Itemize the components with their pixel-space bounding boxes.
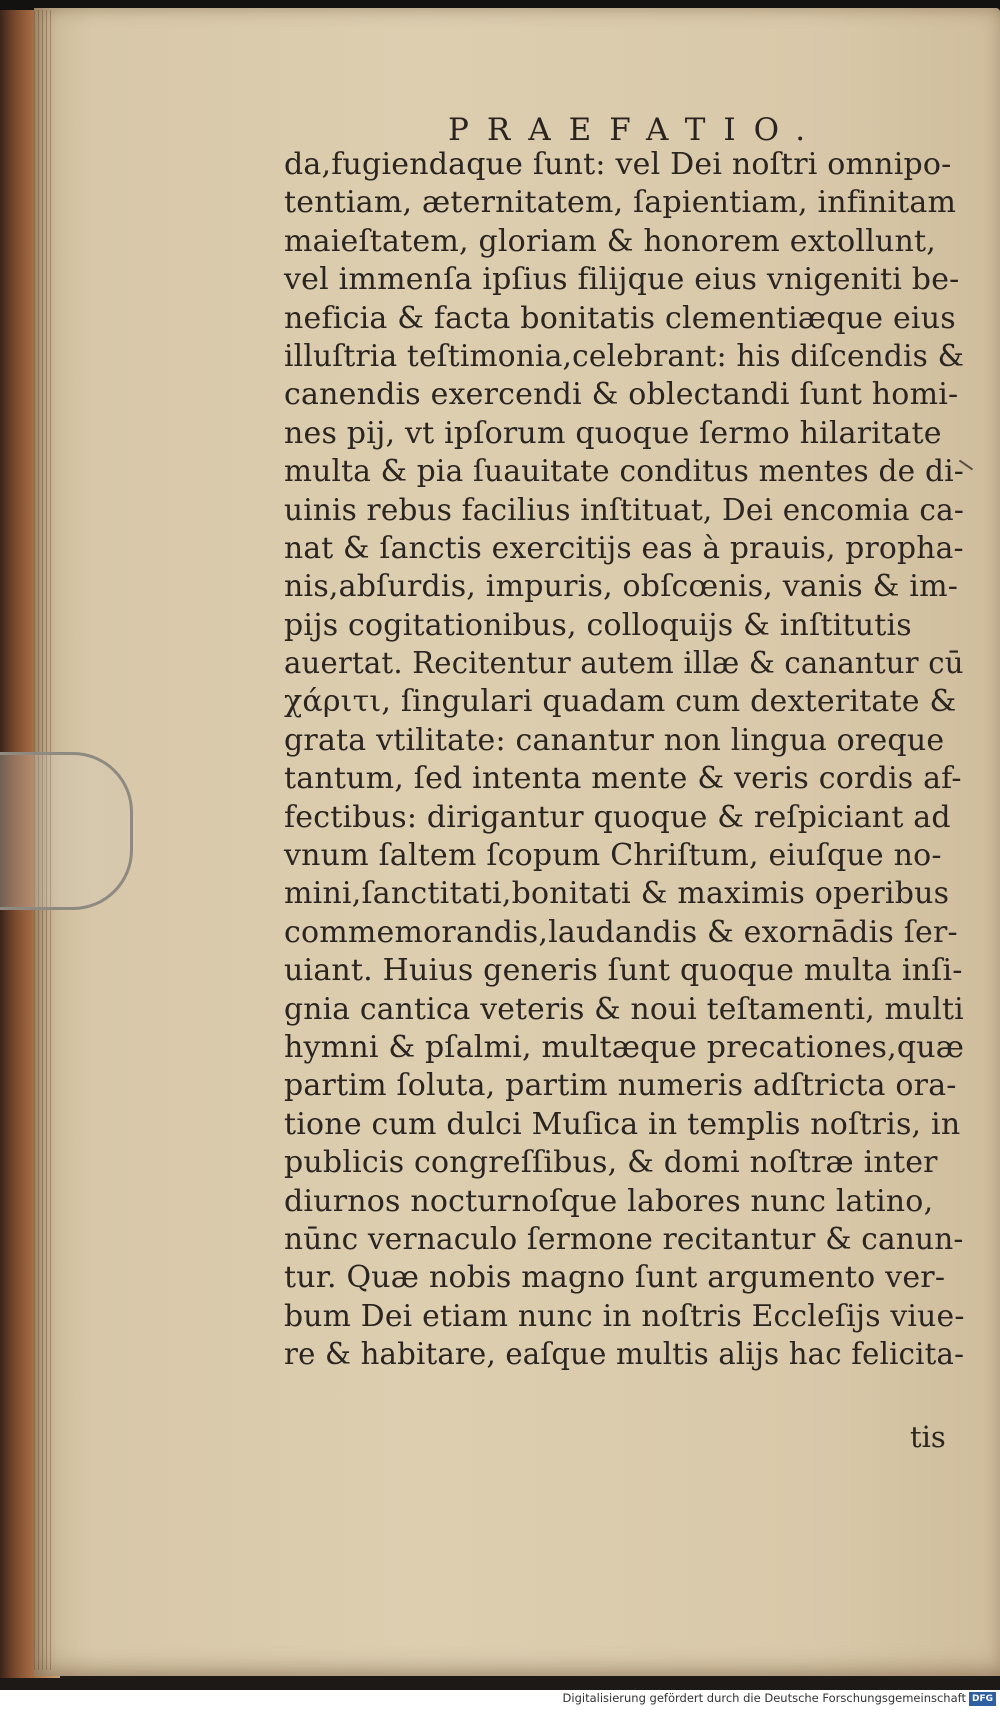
- text-line: canendis exercendi & oblectandi ſunt homi-: [284, 377, 959, 413]
- text-line: χάριτι, ſingulari quadam cum dexteritate &: [284, 684, 957, 720]
- text-line: tantum, ſed intenta mente & veris cordis af-: [284, 761, 962, 797]
- text-line: auertat. Recitentur autem illæ & canantur cū: [284, 646, 964, 682]
- text-line: vnum ſaltem ſcopum Chriſtum, eiuſque no-: [284, 838, 942, 874]
- text-line: pijs cogitationibus, colloquijs & inſtitutis: [284, 607, 912, 643]
- text-line: tione cum dulci Muſica in templis noſtris, in: [284, 1106, 961, 1142]
- text-line: multa & pia ſuauitate conditus mentes de di-: [284, 454, 964, 490]
- text-line: gnia cantica veteris & noui teſtamenti, multi: [284, 991, 964, 1027]
- text-line: bum Dei etiam nunc in noſtris Eccleſijs viue-: [284, 1298, 965, 1334]
- text-line: publicis congreſſibus, & domi noſtræ inter: [284, 1145, 938, 1181]
- dfg-logo: DFG: [969, 1692, 996, 1706]
- text-line: commemorandis,laudandis & exornādis ſer-: [284, 914, 958, 950]
- text-line: da,fugiendaque ſunt: vel Dei noſtri omnipo-: [284, 147, 952, 182]
- text-line: uiant. Huius generis ſunt quoque multa inſi-: [284, 953, 963, 989]
- text-line: nis,abſurdis, impuris, obſcœnis, vanis & im-: [284, 569, 959, 605]
- text-line: diurnos nocturnoſque labores nunc latino,: [284, 1183, 934, 1219]
- catchword: tis: [910, 1420, 946, 1454]
- running-header: PRAEFATIO.: [448, 112, 824, 148]
- text-line: illuſtria teſtimonia,celebrant: his diſcendis &: [284, 338, 965, 374]
- text-line: nat & ſanctis exercitijs eas à prauis, propha-: [284, 530, 964, 566]
- text-line: mini,ſanctitati,bonitati & maximis operibus: [284, 876, 950, 912]
- text-line: nūnc vernaculo ſermone recitantur & canun-: [284, 1221, 964, 1257]
- bookmark-clip: [0, 752, 133, 910]
- text-line: neficia & facta bonitatis clementiæque eius: [284, 300, 956, 336]
- text-line: tur. Quæ nobis magno ſunt argumento ver-: [284, 1260, 946, 1296]
- text-line: nes pij, vt ipſorum quoque ſermo hilaritate: [284, 415, 942, 451]
- text-line: grata vtilitate: canantur non lingua oreque: [284, 722, 945, 758]
- text-line: hymni & pſalmi, multæque precationes,quæ: [284, 1029, 965, 1065]
- text-line: re & habitare, eaſque multis alijs hac felicita-: [284, 1337, 965, 1373]
- text-line: vel immenſa ipſius filijque eius vnigeniti be-: [284, 262, 960, 298]
- text-line: tentiam, æternitatem, ſapientiam, infinitam: [284, 185, 957, 221]
- footer-credit: Digitalisierung gefördert durch die Deutsche Forschungsgemeinschaft: [562, 1691, 966, 1705]
- body-text: [284, 146, 964, 1375]
- text-line: maieſtatem, gloriam & honorem extollunt,: [284, 223, 937, 259]
- text-line: partim ſoluta, partim numeris adſtricta ora-: [284, 1068, 957, 1104]
- text-line: fectibus: dirigantur quoque & reſpiciant ad: [284, 799, 951, 835]
- text-line: uinis rebus facilius inſtituat, Dei encomia ca-: [284, 492, 965, 528]
